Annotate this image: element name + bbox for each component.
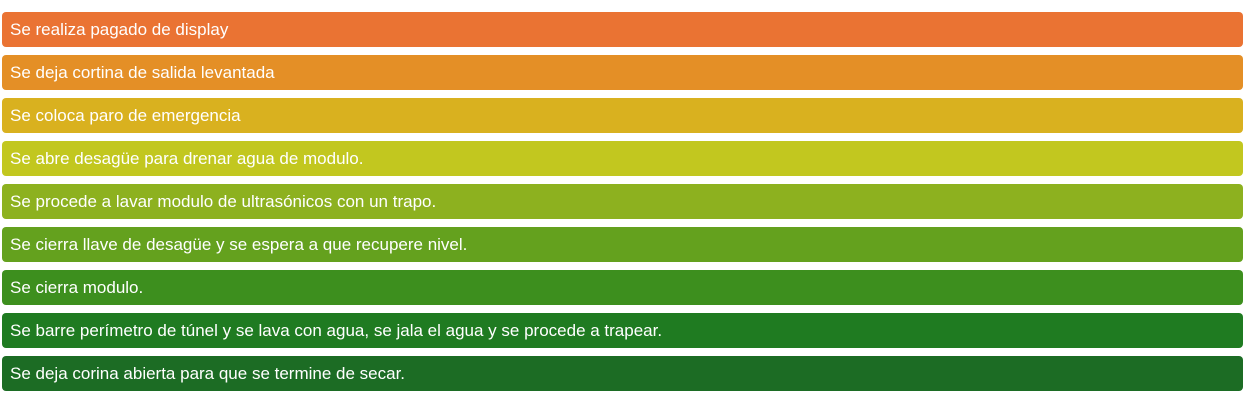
step-list	[2, 12, 1243, 399]
step-9: Se deja corina abierta para que se termine de secar.	[2, 356, 1243, 391]
step-8: Se barre perímetro de túnel y se lava con agua, se jala el agua y se procede a trapear.	[2, 313, 1243, 348]
step-1: Se realiza pagado de display	[2, 12, 1243, 47]
step-2: Se deja cortina de salida levantada	[2, 55, 1243, 90]
step-4: Se abre desagüe para drenar agua de modulo.	[2, 141, 1243, 176]
step-3: Se coloca paro de emergencia	[2, 98, 1243, 133]
step-5: Se procede a lavar modulo de ultrasónicos con un trapo.	[2, 184, 1243, 219]
step-7: Se cierra modulo.	[2, 270, 1243, 305]
step-6: Se cierra llave de desagüe y se espera a que recupere nivel.	[2, 227, 1243, 262]
